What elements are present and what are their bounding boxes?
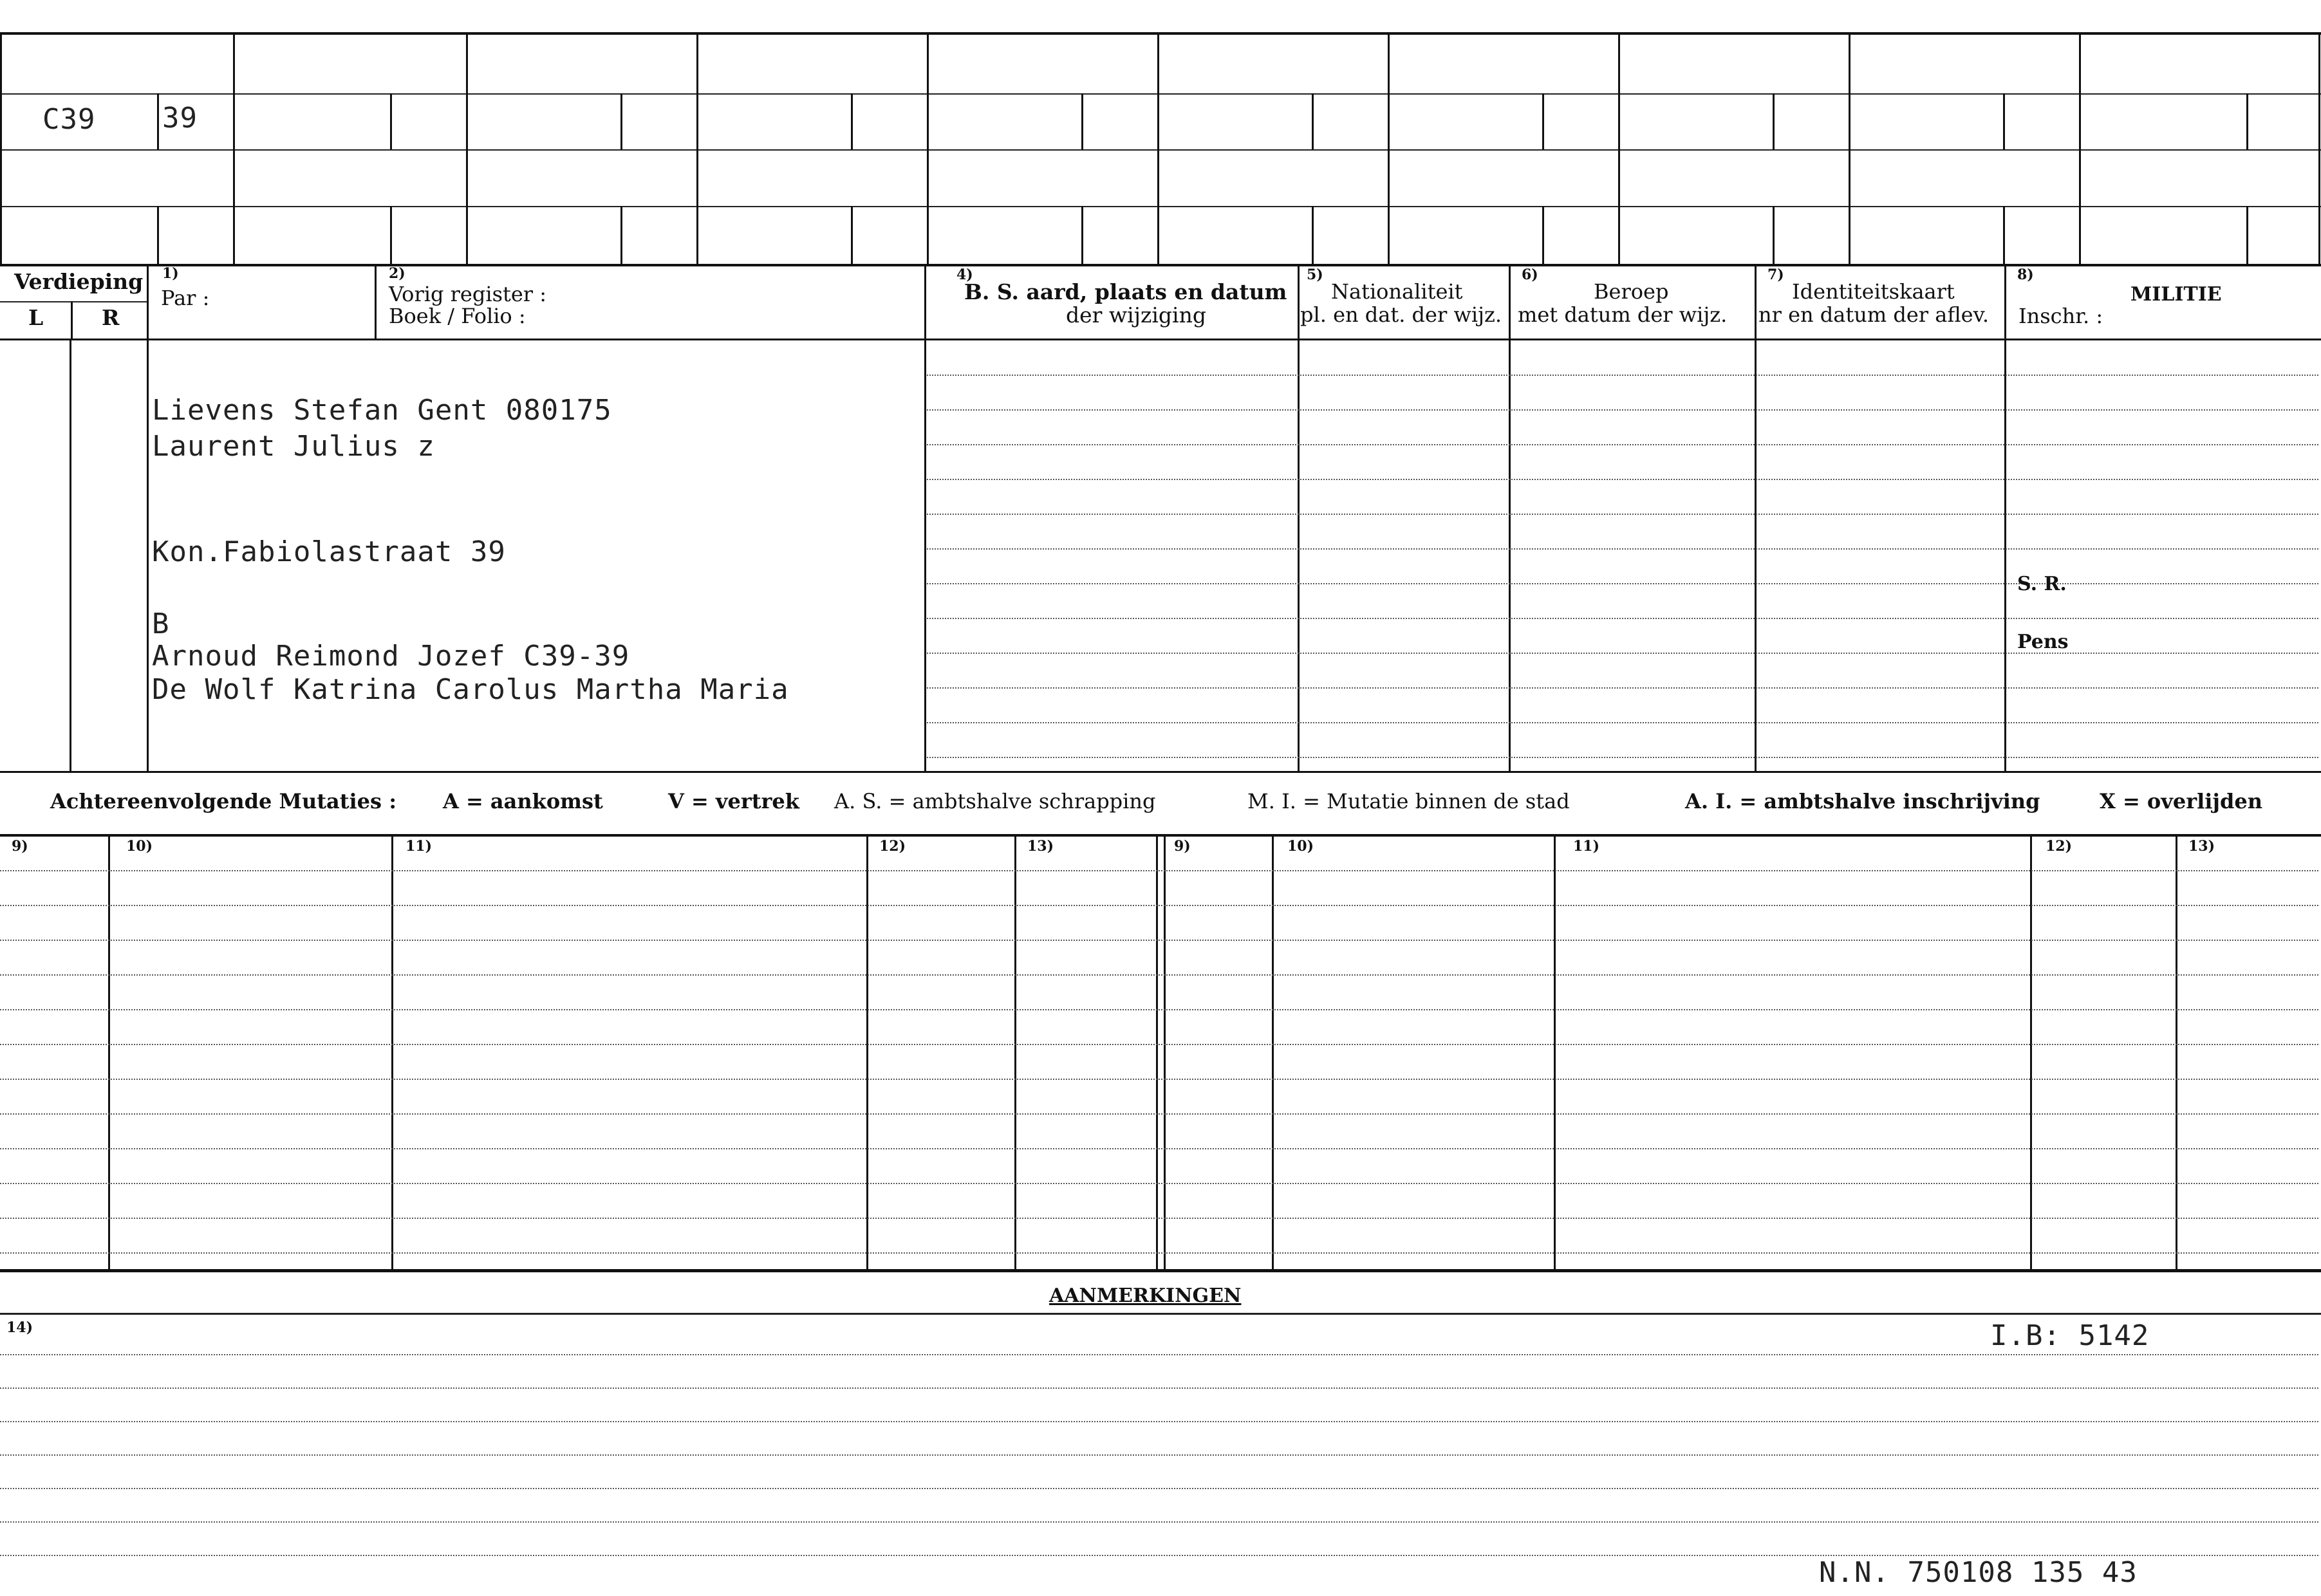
legend-ai: A. I. = ambtshalve inschrijving bbox=[1685, 789, 2040, 813]
pens-label: Pens bbox=[2017, 631, 2069, 653]
ruling-line bbox=[0, 1218, 2318, 1219]
ruling-line bbox=[0, 1113, 2318, 1115]
ruling-line bbox=[0, 1009, 2318, 1010]
ruling-line bbox=[927, 687, 2318, 689]
ruling-line bbox=[0, 1183, 2318, 1184]
register-number: 39 bbox=[162, 102, 198, 135]
num-6: 6) bbox=[1522, 266, 1538, 283]
ruling-line bbox=[927, 583, 2318, 584]
ruling-line bbox=[0, 905, 2318, 906]
col-13-b: 13) bbox=[2188, 838, 2215, 855]
par-label: Par : bbox=[161, 286, 210, 310]
bs-label: B. S. aard, plaats en datum bbox=[964, 279, 1287, 304]
ruling-line bbox=[927, 548, 2318, 550]
col-9-b: 9) bbox=[1174, 838, 1191, 855]
legend-as: A. S. = ambtshalve schrapping bbox=[834, 789, 1156, 813]
col-10-a: 10) bbox=[126, 838, 153, 855]
ruling-line bbox=[927, 479, 2318, 480]
ruling-line bbox=[0, 1488, 2318, 1489]
r-label: R bbox=[102, 305, 120, 330]
identiteitskaart-label: Identiteitskaart bbox=[1792, 279, 1955, 304]
ruling-line bbox=[0, 1521, 2318, 1523]
l-label: L bbox=[28, 305, 44, 330]
person-line-5: Arnoud Reimond Jozef C39-39 bbox=[152, 640, 630, 673]
person-line-6: De Wolf Katrina Carolus Martha Maria bbox=[152, 673, 789, 706]
mutaties-title: Achtereenvolgende Mutaties : bbox=[50, 789, 396, 813]
col-10-b: 10) bbox=[1287, 838, 1314, 855]
ruling-line bbox=[0, 940, 2318, 941]
legend-mi: M. I. = Mutatie binnen de stad bbox=[1247, 789, 1570, 813]
inschr-label: Inschr. : bbox=[2018, 304, 2103, 328]
ruling-line bbox=[0, 1454, 2318, 1456]
col-11-a: 11) bbox=[405, 838, 433, 855]
identiteitskaart-label-2: nr en datum der aflev. bbox=[1758, 302, 1990, 327]
num-1: 1) bbox=[162, 265, 179, 282]
ruling-line bbox=[0, 870, 2318, 871]
ruling-line bbox=[0, 1252, 2318, 1254]
bs-label-2: der wijziging bbox=[1066, 302, 1206, 328]
ruling-line bbox=[0, 1079, 2318, 1080]
ruling-line bbox=[0, 1044, 2318, 1045]
ib-number: I.B: 5142 bbox=[1990, 1319, 2150, 1352]
ruling-line bbox=[927, 375, 2318, 376]
legend-v: V = vertrek bbox=[668, 789, 799, 813]
beroep-label: Beroep bbox=[1594, 279, 1669, 304]
boek-folio-label: Boek / Folio : bbox=[389, 304, 526, 328]
num-5: 5) bbox=[1307, 266, 1323, 283]
verdieping-label: Verdieping bbox=[14, 269, 144, 294]
register-code: C39 bbox=[42, 103, 96, 136]
col-12-a: 12) bbox=[879, 838, 906, 855]
ruling-line bbox=[0, 1148, 2318, 1149]
col-9-a: 9) bbox=[12, 838, 28, 855]
sr-label: S. R. bbox=[2017, 573, 2067, 595]
aanmerkingen-title: AANMERKINGEN bbox=[1049, 1285, 1242, 1307]
col-13-a: 13) bbox=[1027, 838, 1054, 855]
beroep-label-2: met datum der wijz. bbox=[1518, 302, 1728, 327]
num-2: 2) bbox=[389, 265, 405, 282]
num-8: 8) bbox=[2017, 266, 2034, 283]
ruling-line bbox=[927, 722, 2318, 723]
col-12-b: 12) bbox=[2046, 838, 2073, 855]
num-4: 4) bbox=[956, 266, 973, 283]
ruling-line bbox=[927, 409, 2318, 411]
legend-x: X = overlijden bbox=[2100, 789, 2262, 813]
ruling-line bbox=[0, 1354, 2318, 1355]
ruling-line bbox=[0, 974, 2318, 976]
num-14: 14) bbox=[6, 1319, 33, 1336]
ruling-line bbox=[927, 653, 2318, 654]
person-line-1: Lievens Stefan Gent 080175 bbox=[152, 394, 612, 427]
nationaliteit-label: Nationaliteit bbox=[1331, 279, 1463, 304]
person-address: Kon.Fabiolastraat 39 bbox=[152, 535, 506, 568]
militie-label: MILITIE bbox=[2130, 283, 2222, 306]
person-b: B bbox=[152, 608, 170, 640]
vorig-register-label: Vorig register : bbox=[389, 282, 547, 306]
ruling-line bbox=[927, 444, 2318, 445]
col-11-b: 11) bbox=[1573, 838, 1600, 855]
num-7: 7) bbox=[1767, 266, 1784, 283]
nn-number: N.N. 750108 135 43 bbox=[1819, 1556, 2138, 1589]
ruling-line bbox=[927, 618, 2318, 619]
ruling-line bbox=[0, 1421, 2318, 1422]
person-line-2: Laurent Julius z bbox=[152, 430, 435, 463]
legend-a: A = aankomst bbox=[443, 789, 603, 813]
ruling-line bbox=[927, 514, 2318, 515]
ruling-line bbox=[0, 1387, 2318, 1389]
nationaliteit-label-2: pl. en dat. der wijz. bbox=[1300, 302, 1502, 327]
ruling-line bbox=[927, 757, 2318, 758]
